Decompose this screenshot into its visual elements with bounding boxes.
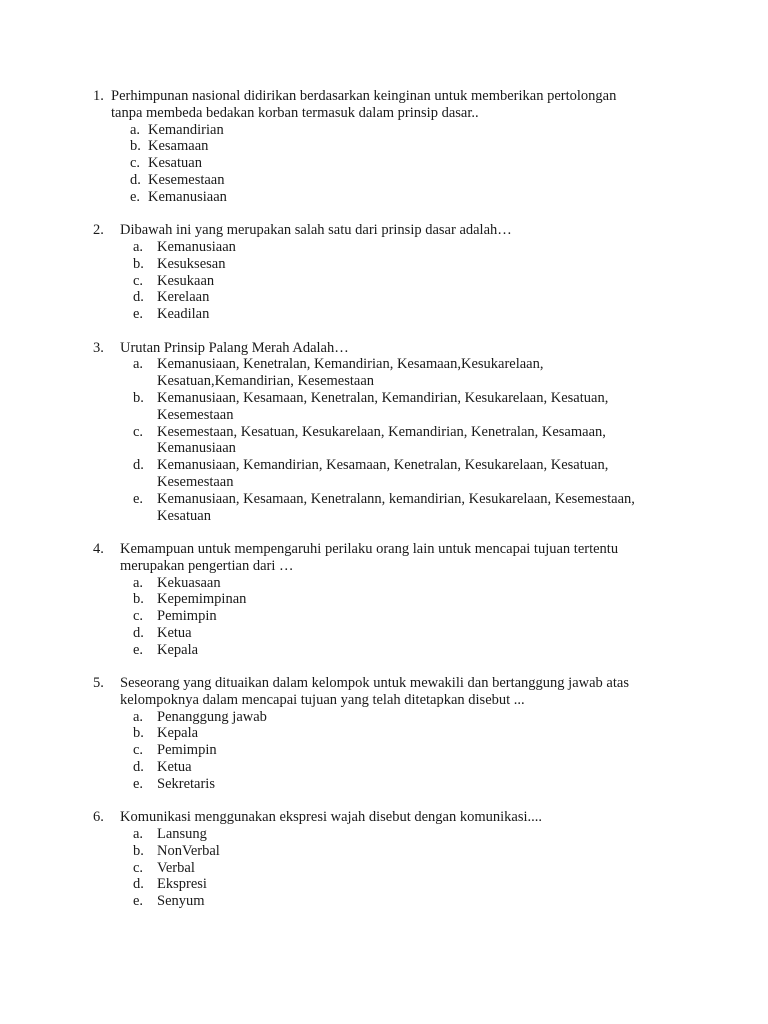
option-text: Kesatuan: [148, 155, 202, 172]
option-text-line: Kemanusiaan, Kenetralan, Kemandirian, Kesamaan,Kesukarelaan,: [157, 356, 544, 373]
option-c: [0, 860, 768, 877]
question-text-line: Perhimpunan nasional didirikan berdasarkan keinginan untuk memberikan pertolongan: [111, 88, 617, 104]
quiz-page: [0, 88, 768, 927]
option-text: Kemanusiaan: [148, 188, 227, 205]
option-b: [0, 843, 768, 860]
option-e: [0, 893, 768, 910]
question-4: [0, 541, 768, 659]
question-text: [111, 88, 671, 122]
option-text-line: Kemanusiaan, Kesamaan, Kenetralann, kemandirian, Kesukarelaan, Kesemestaan,: [157, 490, 635, 507]
option-letter: b.: [133, 389, 144, 406]
option-text: Senyum: [157, 893, 205, 910]
option-letter: a.: [133, 826, 144, 843]
option-text: Pemimpin: [157, 742, 217, 759]
option-letter: a.: [133, 574, 144, 591]
option-list: [0, 239, 768, 323]
option-text-line: Kesatuan,Kemandirian, Kesemestaan: [157, 373, 375, 390]
question-text: [120, 340, 680, 357]
question-number: 4.: [93, 540, 104, 557]
option-text: Kepala: [157, 725, 199, 742]
option-letter: c.: [133, 608, 144, 625]
option-text: Kepemimpinan: [157, 591, 247, 608]
option-b: [0, 138, 768, 155]
option-letter: a.: [130, 121, 141, 138]
option-e: [0, 642, 768, 659]
option-a: [0, 122, 768, 139]
option-text: Sekretaris: [157, 775, 215, 792]
option-text: Kemandirian: [148, 121, 224, 138]
option-d: [0, 457, 768, 491]
question-2: [0, 222, 768, 323]
option-letter: b.: [130, 138, 141, 155]
option-letter: e.: [133, 641, 144, 658]
question-text-line: Urutan Prinsip Palang Merah Adalah…: [120, 339, 349, 356]
option-list: [0, 575, 768, 659]
question-number: 3.: [93, 339, 104, 356]
option-e: [0, 491, 768, 525]
option-text: Keadilan: [157, 306, 210, 323]
option-letter: b.: [133, 591, 144, 608]
question-number: 6.: [93, 809, 104, 826]
option-text: NonVerbal: [157, 842, 220, 859]
option-text: Kesuksesan: [157, 255, 226, 272]
option-letter: c.: [133, 423, 144, 440]
option-text: Verbal: [157, 859, 195, 876]
option-letter: e.: [133, 306, 144, 323]
option-c: [0, 424, 768, 458]
option-a: [0, 356, 768, 390]
option-letter: b.: [133, 255, 144, 272]
option-a: [0, 239, 768, 256]
option-letter: d.: [133, 759, 144, 776]
option-b: [0, 256, 768, 273]
question-text-line: tanpa membeda bedakan korban termasuk dalam prinsip dasar..: [111, 104, 479, 121]
option-list: [0, 356, 768, 524]
question-1: [0, 88, 768, 206]
option-text-line: Kesatuan: [157, 507, 211, 524]
option-b: [0, 390, 768, 424]
option-c: [0, 155, 768, 172]
question-3: [0, 340, 768, 525]
question-number: 5.: [93, 675, 104, 692]
option-text: Kesemestaan: [148, 171, 225, 188]
question-text-line: Dibawah ini yang merupakan salah satu dari prinsip dasar adalah…: [120, 222, 512, 239]
option-letter: c.: [133, 272, 144, 289]
option-c: [0, 273, 768, 290]
option-letter: b.: [133, 842, 144, 859]
option-letter: a.: [133, 708, 144, 725]
option-letter: e.: [133, 893, 144, 910]
option-text: Pemimpin: [157, 608, 217, 625]
option-text-line: Kemanusiaan: [157, 440, 236, 457]
option-letter: d.: [133, 457, 144, 474]
option-letter: a.: [133, 238, 144, 255]
option-letter: d.: [130, 171, 141, 188]
question-text-line: Kemampuan untuk mempengaruhi perilaku orang lain untuk mencapai tujuan tertentu: [120, 540, 619, 557]
option-text: Kerelaan: [157, 289, 210, 306]
option-text-line: Kesemestaan: [157, 406, 234, 423]
option-a: [0, 709, 768, 726]
option-text: Ketua: [157, 624, 192, 641]
option-b: [0, 725, 768, 742]
option-letter: b.: [133, 725, 144, 742]
option-text: Kekuasaan: [157, 574, 221, 591]
question-text: [120, 541, 680, 575]
option-list: [0, 122, 768, 206]
option-a: [0, 575, 768, 592]
question-5: [0, 675, 768, 793]
option-text: Ketua: [157, 759, 192, 776]
option-text-line: Kemanusiaan, Kemandirian, Kesamaan, Kenetralan, Kesukarelaan, Kesatuan,: [157, 457, 609, 474]
option-letter: e.: [133, 775, 144, 792]
option-letter: c.: [133, 859, 144, 876]
option-text: Kesukaan: [157, 272, 215, 289]
option-c: [0, 608, 768, 625]
option-letter: e.: [133, 490, 144, 507]
option-b: [0, 591, 768, 608]
question-text: [120, 809, 680, 826]
option-letter: d.: [133, 624, 144, 641]
option-text: Ekspresi: [157, 876, 207, 893]
option-e: [0, 776, 768, 793]
question-6: [0, 809, 768, 910]
option-letter: c.: [130, 155, 141, 172]
option-text: Penanggung jawab: [157, 708, 267, 725]
option-text: Kepala: [157, 641, 199, 658]
option-d: [0, 289, 768, 306]
option-letter: c.: [133, 742, 144, 759]
question-number: 1.: [93, 88, 104, 104]
option-letter: a.: [133, 356, 144, 373]
option-text: Kesamaan: [148, 138, 209, 155]
option-text-line: Kemanusiaan, Kesamaan, Kenetralan, Kemandirian, Kesukarelaan, Kesatuan,: [157, 389, 609, 406]
option-e: [0, 189, 768, 206]
option-text: Kemanusiaan: [157, 238, 236, 255]
option-list: [0, 826, 768, 910]
option-e: [0, 306, 768, 323]
question-text-line: Komunikasi menggunakan ekspresi wajah disebut dengan komunikasi....: [120, 809, 543, 826]
option-d: [0, 625, 768, 642]
option-text-line: Kesemestaan, Kesatuan, Kesukarelaan, Kemandirian, Kenetralan, Kesamaan,: [157, 423, 606, 440]
question-text: [120, 222, 680, 239]
question-text-line: merupakan pengertian dari …: [120, 557, 294, 574]
option-list: [0, 709, 768, 793]
option-text-line: Kesemestaan: [157, 473, 234, 490]
question-text-line: Seseorang yang dituaikan dalam kelompok untuk mewakili dan bertanggung jawab atas: [120, 675, 629, 692]
question-number: 2.: [93, 222, 104, 239]
option-text: Lansung: [157, 826, 207, 843]
option-d: [0, 876, 768, 893]
question-text: [120, 675, 680, 709]
question-text-line: kelompoknya dalam mencapai tujuan yang telah ditetapkan disebut ...: [120, 691, 525, 708]
option-a: [0, 826, 768, 843]
option-letter: e.: [130, 188, 141, 205]
option-letter: d.: [133, 876, 144, 893]
option-d: [0, 759, 768, 776]
option-d: [0, 172, 768, 189]
option-c: [0, 742, 768, 759]
option-letter: d.: [133, 289, 144, 306]
